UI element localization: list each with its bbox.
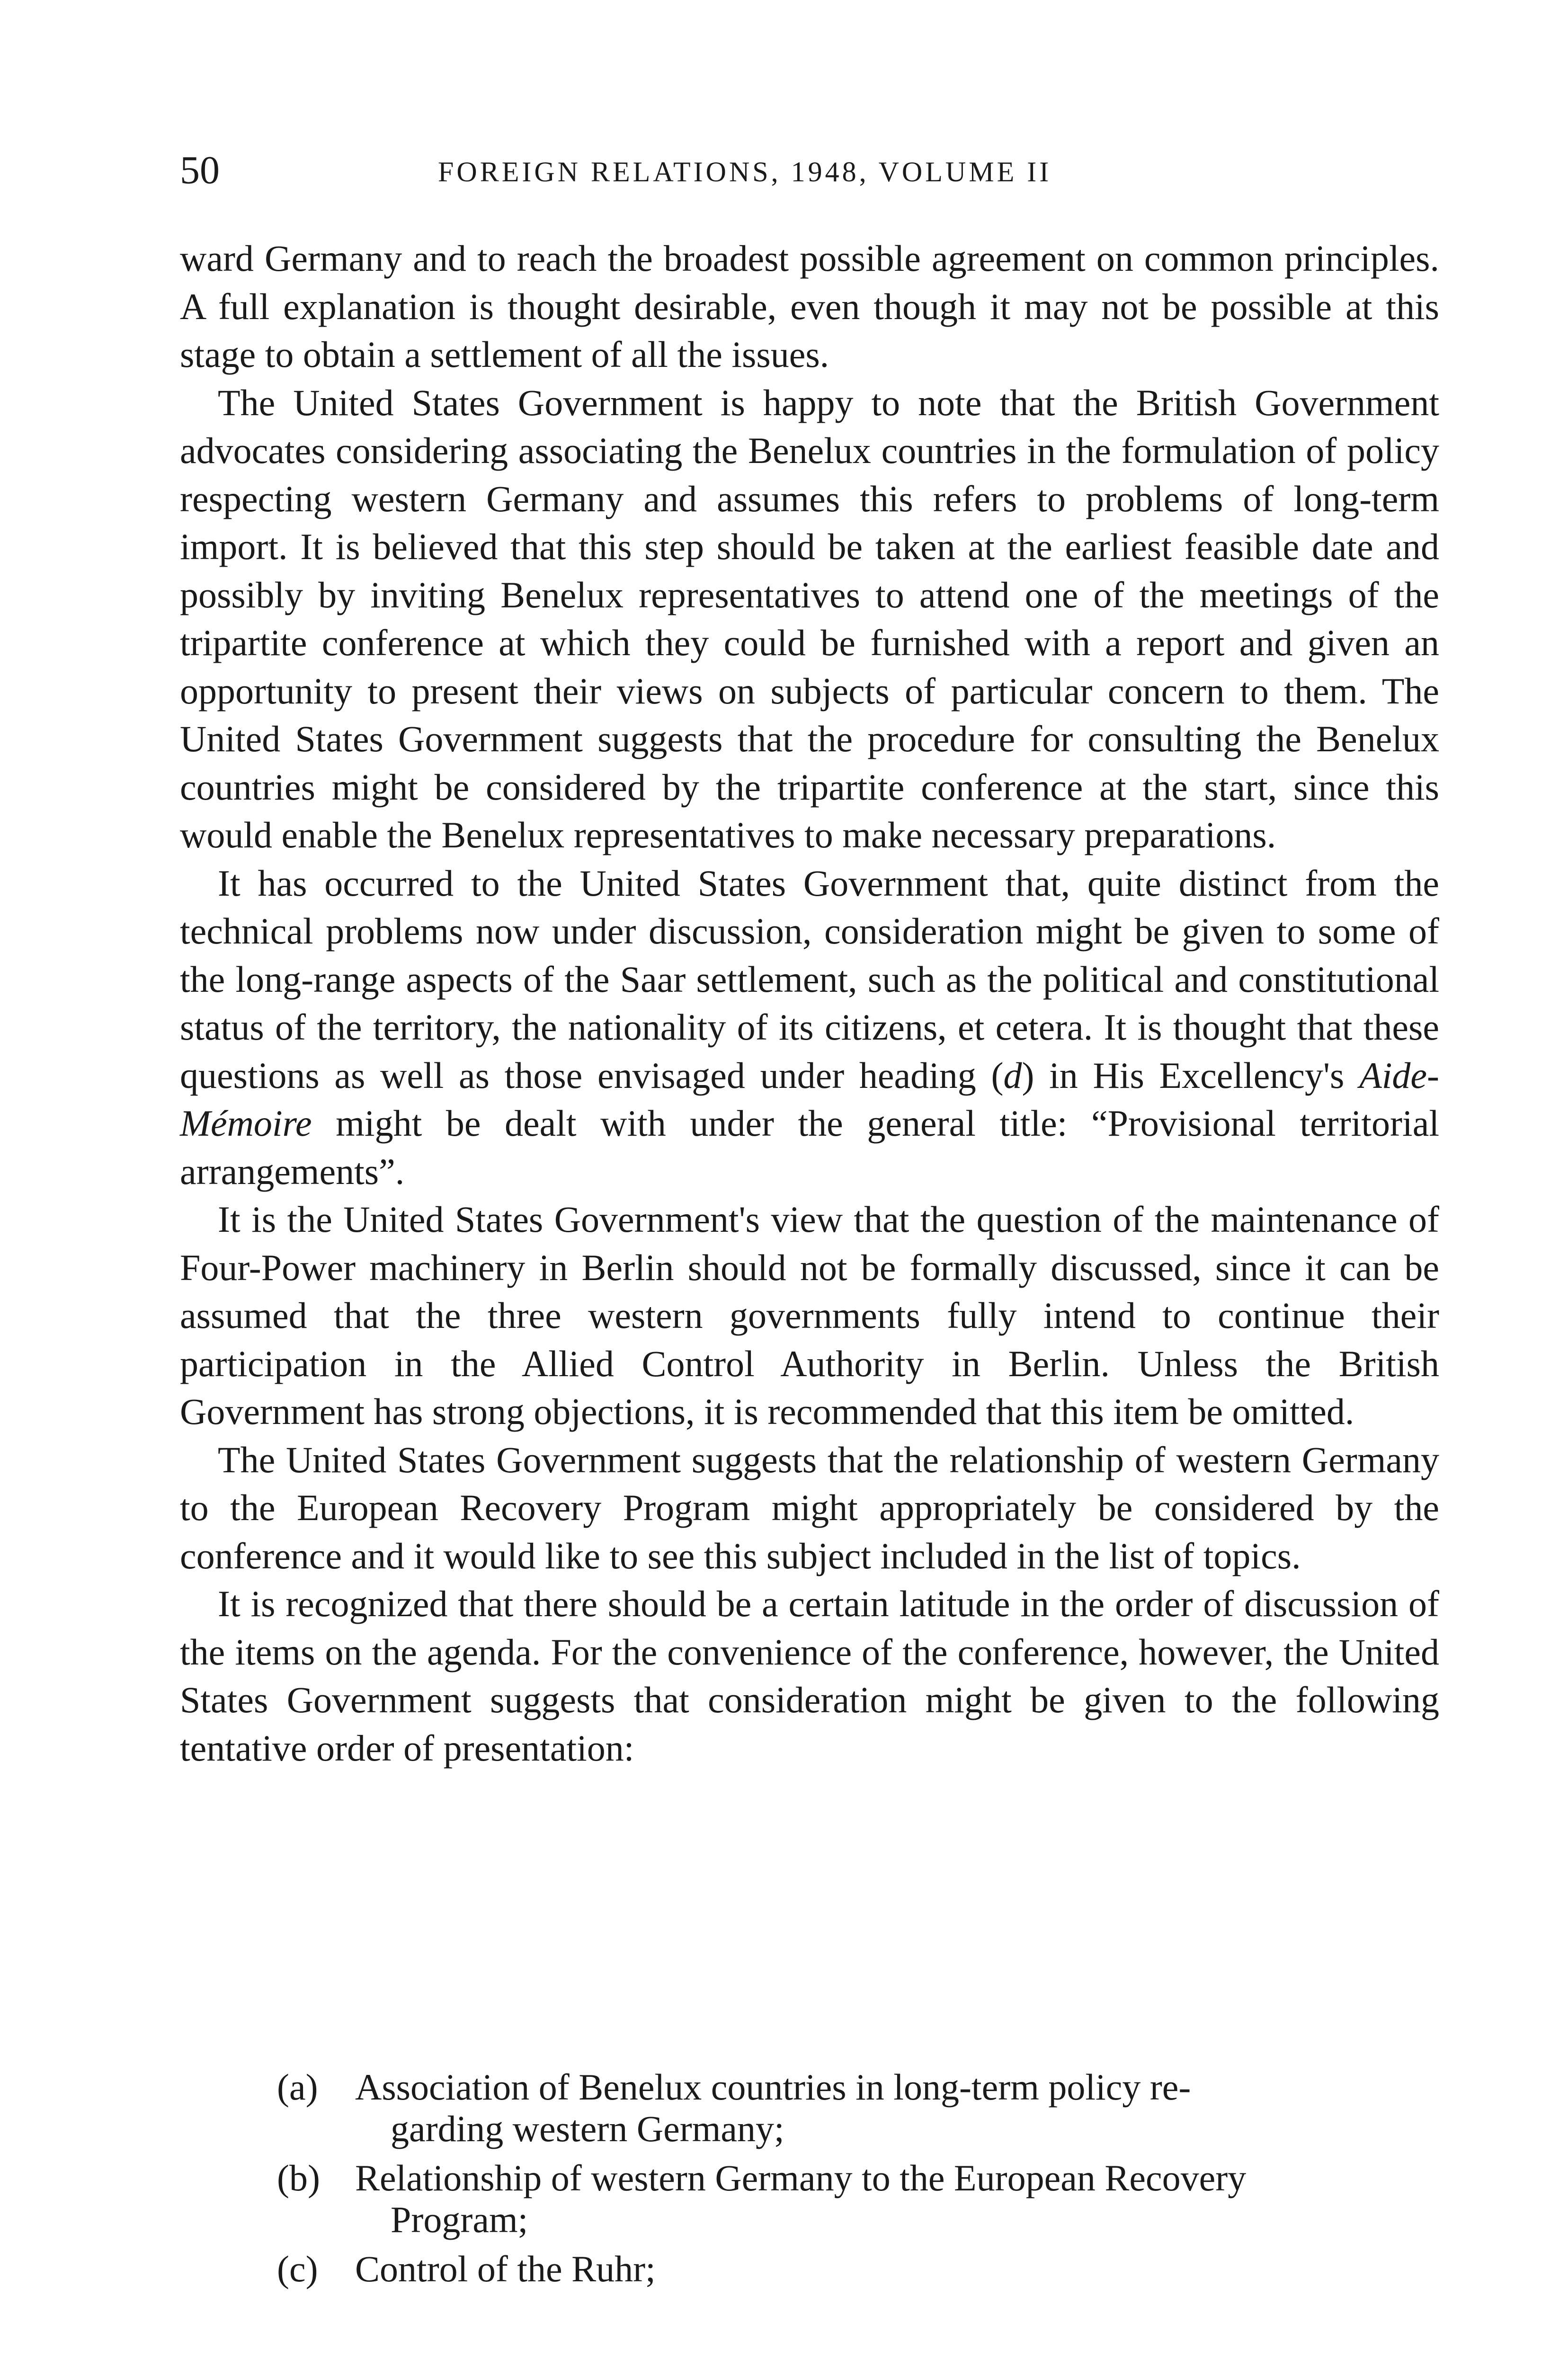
page-header — [180, 142, 1458, 199]
paragraph-1: ward Germany and to reach the broadest possible agreement on common principles. A full explanation is thought desirable, even though it may not be possible at this stage to obtain a settlement of all the issues. — [180, 238, 1439, 375]
list-item-line-1: Association of Benelux countries in long-term policy re- — [355, 2066, 1191, 2108]
paragraph-5: The United States Government suggests that the relationship of western Germany to the European Recovery Program might appropriately be considered by the conference and it would like to see this subject included in the list of topics. — [180, 1439, 1439, 1576]
paragraph-6: It is recognized that there should be a certain latitude in the order of discussion of the items on the agenda. For the convenience of the conference, however, the United States Government suggests that consideration might be given to the following tentative order of presentation: — [180, 1583, 1439, 1769]
list-item-line-2: Program; — [391, 2199, 528, 2240]
list-marker: (a) — [277, 2066, 318, 2108]
paragraph-4: It is the United States Government's view that the question of the maintenance of Four-Power machinery in Berlin should not be formally discussed, since it can be assumed that the three western governments fully intend to continue their participation in the Allied Control Authority in Berlin. Unless the British Government has strong objections, it is recommended that this item be omitted. — [180, 1199, 1439, 1432]
body-text — [180, 234, 1439, 1772]
paragraph-3-part-2: ) in His Excellency's — [1022, 1054, 1360, 1096]
list-item-line-1: Relationship of western Germany to the European Recovery — [355, 2157, 1247, 2198]
list-item-text — [355, 2157, 1439, 2241]
page-number: 50 — [180, 148, 220, 192]
list-item-line-2: garding western Germany; — [391, 2108, 784, 2149]
paragraph-3-part-1: It has occurred to the United States Government that, quite distinct from the technical problems now under discussion, consideration might be given to some of the long-range aspects of the Saar settlement, such as the political and constitutional status of the territory, the nationality of its citizens, et cetera. It is thought that these questions as well as those envisaged under heading ( — [180, 862, 1439, 1096]
paragraph-3-part-3: might be dealt with under the general title: “Provisional territorial arrangements”. — [180, 1103, 1439, 1192]
paragraph-3 — [180, 859, 1439, 1196]
agenda-list — [180, 2066, 1439, 2297]
paragraph-2: The United States Government is happy to note that the British Government advocates considering associating the Benelux countries in the formulation of policy respecting western Germany and assumes this refers to problems of long-term import. It is believed that this step should be taken at the earliest feasible date and possibly by inviting Benelux representatives to attend one of the meetings of the tripartite conference at which they could be furnished with a report and given an opportunity to present their views on subjects of particular concern to them. The United States Government suggests that the procedure for consulting the Benelux countries might be considered by the tripartite conference at the start, since this would enable the Benelux representatives to make necessary preparations. — [180, 382, 1439, 855]
list-item-text — [355, 2248, 1439, 2290]
list-marker: (c) — [277, 2248, 318, 2289]
list-marker: (b) — [277, 2157, 320, 2198]
running-title: FOREIGN RELATIONS, 1948, VOLUME II — [438, 156, 1052, 187]
list-item — [180, 2157, 1439, 2241]
paragraph-3-heading-d: d — [1003, 1054, 1022, 1096]
list-item — [180, 2066, 1439, 2150]
list-item-text — [355, 2066, 1439, 2150]
list-item-line-1: Control of the Ruhr; — [355, 2248, 656, 2289]
paragraph-3-aide-memoire: Aide-Mémoire — [180, 1054, 1439, 1144]
list-item — [180, 2248, 1439, 2290]
